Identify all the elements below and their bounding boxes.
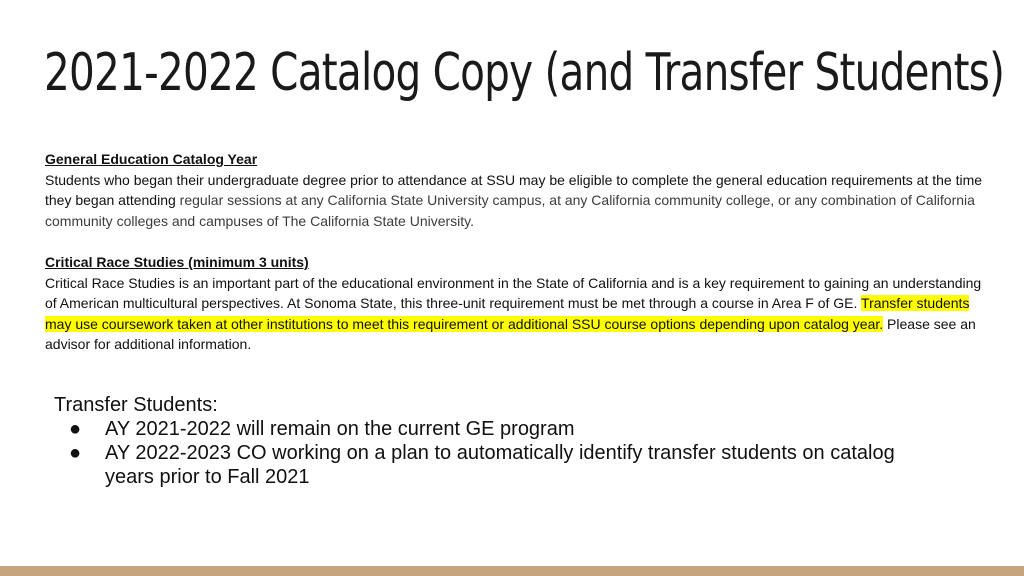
list-item [54, 441, 934, 489]
ge-catalog-section [45, 149, 990, 231]
list-item [54, 417, 934, 441]
list-item-text: AY 2021-2022 will remain on the current GE program [105, 418, 575, 440]
ge-catalog-text: Students who began their undergraduate degree prior to attendance at SSU may be eligible to complete the general education requirements at the time they began attending [45, 171, 983, 208]
crs-heading: Critical Race Studies (minimum 3 units) [45, 254, 309, 270]
transfer-students-block [54, 393, 934, 489]
transfer-heading: Transfer Students: [54, 394, 218, 416]
bullet-icon: ● [69, 418, 82, 440]
ge-catalog-text-secondary: regular sessions at any California State University campus, at any California community college, or any combination of California community colleges and campuses of The California State University. [45, 192, 975, 229]
crs-text: Critical Race Studies is an important part of the educational environment in the State of California and is a key requirement to gaining an understanding of American multicultural perspectives. At Sonoma State, this three-unit requirement must be met through a course in Area F of GE. [45, 274, 982, 311]
list-item-text: AY 2022-2023 CO working on a plan to automatically identify transfer students on catalog years prior to Fall 2021 [105, 442, 895, 488]
crs-text-tail: Please see an advisor for additional information. [45, 315, 976, 352]
slide-title: 2021-2022 Catalog Copy (and Transfer Students) [44, 43, 1005, 103]
transfer-list [54, 417, 934, 489]
crs-section [45, 252, 990, 355]
bullet-icon: ● [69, 442, 82, 464]
crs-highlighted-text: Transfer students may use coursework taken at other institutions to meet this requirement or additional SSU course options depending upon catalog year. [45, 295, 970, 332]
footer-bar [0, 566, 1024, 576]
ge-catalog-heading: General Education Catalog Year [45, 151, 258, 167]
